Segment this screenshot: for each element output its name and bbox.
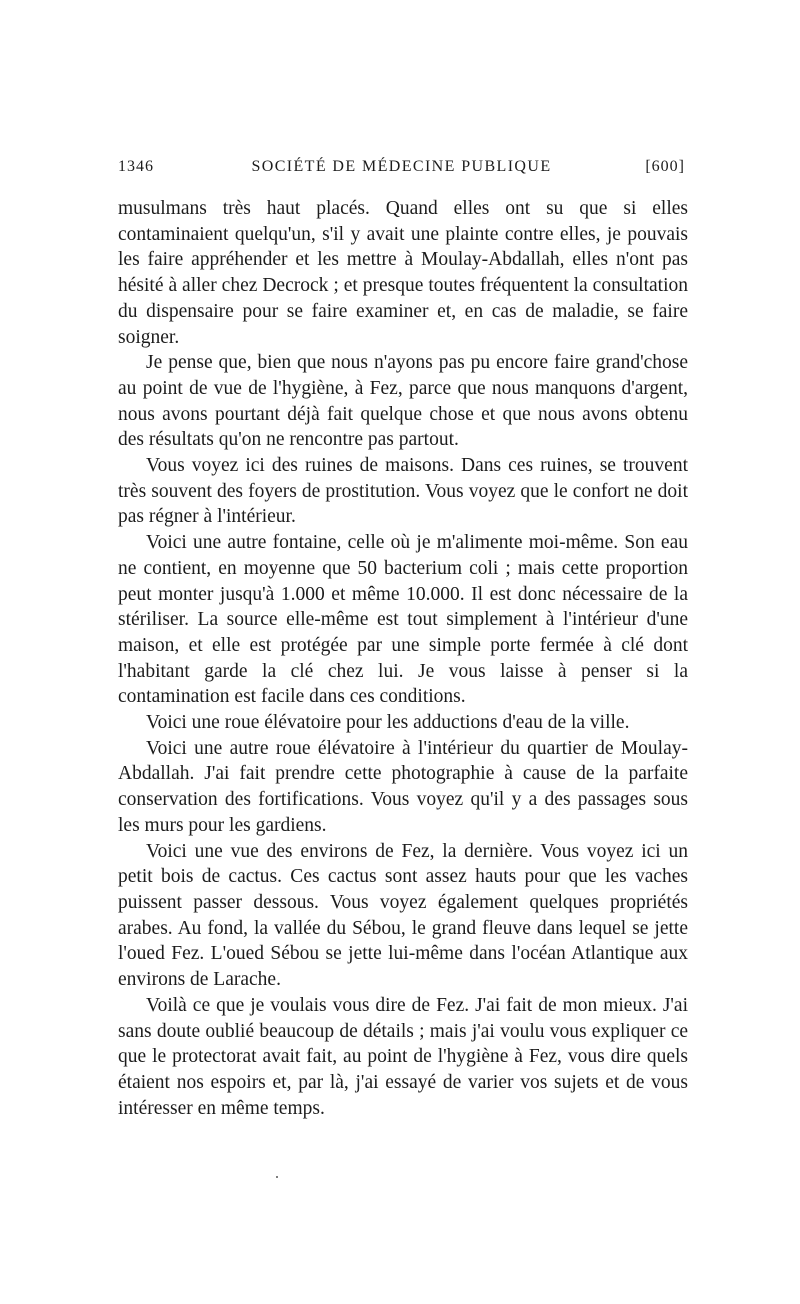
paragraph-water-wheel: Voici une roue élévatoire pour les adductions d'eau de la ville.: [146, 712, 630, 734]
paragraph-second-wheel: Voici une autre roue élévatoire à l'intérieur du quartier de Moulay-Abdallah. J'ai fait prendre cette photographie à cause de la parfaite conservation des fortifications. Vous voyez qu'il y a des passages sous les murs pour les gardiens.: [118, 737, 688, 836]
ink-speck: [276, 1176, 278, 1178]
paragraph-hygiene: Je pense que, bien que nous n'ayons pas pu encore faire grand'chose au point de vue de l'hygiène, à Fez, parce que nous manquons d'argent, nous avons pourtant déjà fait quelque chose et que nous avons obtenu des résultats qu'on ne rencontre pas partout.: [118, 352, 688, 451]
paragraph-fountain: Voici une autre fontaine, celle où je m'alimente moi-même. Son eau ne contient, en moyenne que 50 bacterium coli ; mais cette proportion peut monter jusqu'à 1.000 et même 10.000. Il est donc nécessaire de la stériliser. La source elle-même est tout simplement à l'intérieur d'une maison, et elle est protégée par une simple porte fermée à clé dont l'habitant garde la clé chez lui. Je vous laisse à penser si la contamination est facile dans ces conditions.: [118, 532, 688, 708]
paragraph-conclusion: Voilà ce que je voulais vous dire de Fez. J'ai fait de mon mieux. J'ai sans doute oublié beaucoup de détails ; mais j'ai voulu vous expliquer ce que le protectorat avait fait, au point de l'hygiène à Fez, vous dire quels étaient nos espoirs et, par là, j'ai essayé de varier vos sujets et de vous intéresser en même temps.: [118, 994, 688, 1119]
paragraph-continuation: musulmans très haut placés. Quand elles ont su que si elles contaminaient quelqu'un, s'il y avait une plainte contre elles, je pouvais les faire appréhender et les mettre à Moulay-Abdallah, elles n'ont pas hésité à aller chez Decrock ; et presque toutes fréquentent la consultation du dispensaire pour se faire examiner et, en cas de maladie, se faire soigner.: [118, 198, 688, 348]
page-number: 1346: [118, 158, 154, 175]
running-title: SOCIÉTÉ DE MÉDECINE PUBLIQUE: [251, 158, 552, 175]
body-text: [118, 196, 688, 1121]
page-reference: [600]: [645, 158, 685, 175]
running-head: [118, 158, 685, 184]
paragraph-surroundings: Voici une vue des environs de Fez, la dernière. Vous voyez ici un petit bois de cactus. Ces cactus sont assez hauts pour que les vaches puissent passer dessous. Vous voyez également quelques propriétés arabes. Au fond, la vallée du Sébou, le grand fleuve dans lequel se jette l'oued Fez. L'oued Sébou se jette lui-même dans l'océan Atlantique aux environs de Larache.: [118, 840, 688, 991]
paragraph-ruins: Vous voyez ici des ruines de maisons. Dans ces ruines, se trouvent très souvent des foyers de prostitution. Vous voyez que le confort ne doit pas régner à l'intérieur.: [118, 455, 688, 528]
